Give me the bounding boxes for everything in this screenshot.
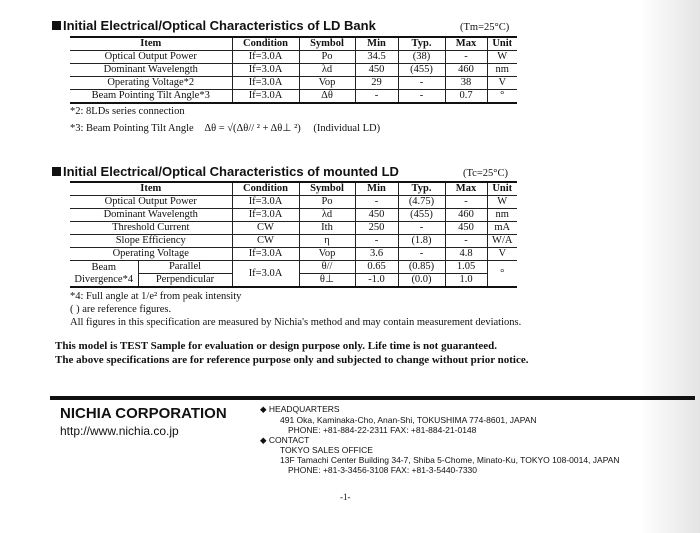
cell-typ: (38) — [398, 51, 445, 64]
page-edge-shadow — [640, 0, 700, 533]
column-header-typ: Typ. — [398, 182, 445, 196]
column-header-item: Item — [70, 182, 232, 196]
cell-unit: ° — [487, 261, 517, 288]
cell-symbol: θ// — [299, 261, 355, 274]
cell-max: 450 — [445, 222, 487, 235]
table-row — [70, 51, 517, 64]
cell-min: - — [355, 90, 398, 104]
cell-unit: W — [487, 196, 517, 209]
cell-condition: CW — [232, 222, 299, 235]
cell-condition: If=3.0A — [232, 64, 299, 77]
cell-symbol: Vop — [299, 77, 355, 90]
cell-item: Beam Pointing Tilt Angle*3 — [70, 90, 232, 104]
temperature-condition: (Tm=25°C) — [460, 22, 510, 33]
cell-item: Operating Voltage — [70, 248, 232, 261]
footnote-3 — [70, 122, 380, 134]
cell-condition: CW — [232, 235, 299, 248]
test-sample-notice: This model is TEST Sample for evaluation or design purpose only. Life time is not guaranteed. — [55, 340, 497, 352]
temperature-condition: (Tc=25°C) — [463, 168, 508, 179]
column-header-max: Max — [445, 182, 487, 196]
table-row — [70, 235, 517, 248]
tokyo-phone: PHONE: +81-3-3456-3108 FAX: +81-3-5440-7330 — [288, 465, 478, 475]
column-header-unit: Unit — [487, 182, 517, 196]
cell-unit: nm — [487, 64, 517, 77]
section-title-mounted-ld — [52, 164, 399, 179]
column-header-max: Max — [445, 37, 487, 51]
table-row — [70, 209, 517, 222]
cell-condition: If=3.0A — [232, 261, 299, 288]
cell-max: 1.0 — [445, 274, 487, 288]
cell-item: Optical Output Power — [70, 196, 232, 209]
cell-max: 38 — [445, 77, 487, 90]
cell-typ: (0.0) — [398, 274, 445, 288]
cell-condition: If=3.0A — [232, 90, 299, 104]
contact-label: ◆ CONTACT — [260, 435, 310, 445]
cell-min: 29 — [355, 77, 398, 90]
cell-typ: - — [398, 77, 445, 90]
cell-min: 0.65 — [355, 261, 398, 274]
cell-typ: - — [398, 248, 445, 261]
cell-typ: - — [398, 90, 445, 104]
hq-address: 491 Oka, Kaminaka-Cho, Anan-Shi, TOKUSHIMA 774-8601, JAPAN — [280, 415, 537, 425]
bullet-square-icon — [52, 167, 61, 176]
cell-max: 4.8 — [445, 248, 487, 261]
cell-beam-divergence-label: Beam Divergence*4 — [70, 261, 138, 288]
cell-symbol: λd — [299, 209, 355, 222]
cell-unit: W/A — [487, 235, 517, 248]
cell-typ: (455) — [398, 209, 445, 222]
cell-max: 460 — [445, 64, 487, 77]
reference-note: ( ) are reference figures. — [70, 304, 172, 315]
footnote-4: *4: Full angle at 1/e² from peak intensity — [70, 291, 242, 302]
cell-typ: (0.85) — [398, 261, 445, 274]
cell-min: - — [355, 196, 398, 209]
cell-max: 460 — [445, 209, 487, 222]
header-row — [70, 182, 517, 196]
column-header-typ: Typ. — [398, 37, 445, 51]
cell-condition: If=3.0A — [232, 77, 299, 90]
cell-typ: (1.8) — [398, 235, 445, 248]
column-header-condition: Condition — [232, 37, 299, 51]
ld-bank-table — [70, 36, 517, 104]
footer-divider — [50, 396, 695, 400]
column-header-symbol: Symbol — [299, 37, 355, 51]
hq-label: ◆ HEADQUARTERS — [260, 404, 340, 414]
cell-item: Slope Efficiency — [70, 235, 232, 248]
footnote-2: *2: 8LDs series connection — [70, 106, 185, 117]
table-row — [70, 248, 517, 261]
cell-max: 1.05 — [445, 261, 487, 274]
reference-notice: The above specifications are for reference purpose only and subjected to change without prior notice. — [55, 354, 529, 366]
page-number: -1- — [340, 492, 351, 502]
tokyo-office: TOKYO SALES OFFICE — [280, 445, 373, 455]
cell-symbol: Po — [299, 196, 355, 209]
cell-min: 450 — [355, 209, 398, 222]
cell-max: 0.7 — [445, 90, 487, 104]
cell-item: Operating Voltage*2 — [70, 77, 232, 90]
cell-unit: mA — [487, 222, 517, 235]
cell-unit: V — [487, 77, 517, 90]
header-row — [70, 37, 517, 51]
table-row — [70, 196, 517, 209]
cell-symbol: λd — [299, 64, 355, 77]
cell-symbol: Po — [299, 51, 355, 64]
cell-min: 34.5 — [355, 51, 398, 64]
cell-min: 450 — [355, 64, 398, 77]
column-header-min: Min — [355, 37, 398, 51]
cell-max: - — [445, 235, 487, 248]
bullet-square-icon — [52, 21, 61, 30]
footnote-3-label: *3: Beam Pointing Tilt Angle — [70, 123, 194, 134]
company-url[interactable]: http://www.nichia.co.jp — [60, 424, 179, 438]
cell-typ: (4.75) — [398, 196, 445, 209]
table-row — [70, 64, 517, 77]
table-row — [70, 90, 517, 104]
cell-symbol: Δθ — [299, 90, 355, 104]
cell-symbol: η — [299, 235, 355, 248]
cell-sub-item: Perpendicular — [138, 274, 232, 288]
title-text: Initial Electrical/Optical Characteristics of mounted LD — [63, 164, 399, 179]
cell-unit: V — [487, 248, 517, 261]
cell-condition: If=3.0A — [232, 248, 299, 261]
mounted-ld-table — [70, 181, 517, 288]
cell-condition: If=3.0A — [232, 51, 299, 64]
cell-max: - — [445, 51, 487, 64]
column-header-condition: Condition — [232, 182, 299, 196]
cell-unit: W — [487, 51, 517, 64]
cell-max: - — [445, 196, 487, 209]
cell-unit: ° — [487, 90, 517, 104]
cell-symbol: θ⊥ — [299, 274, 355, 288]
table-row — [70, 77, 517, 90]
cell-symbol: Vop — [299, 248, 355, 261]
cell-min: 250 — [355, 222, 398, 235]
cell-symbol: Ith — [299, 222, 355, 235]
cell-condition: If=3.0A — [232, 196, 299, 209]
cell-item: Threshold Current — [70, 222, 232, 235]
cell-typ: - — [398, 222, 445, 235]
section-title-ld-bank — [52, 18, 376, 33]
cell-typ: (455) — [398, 64, 445, 77]
cell-item: Dominant Wavelength — [70, 209, 232, 222]
column-header-item: Item — [70, 37, 232, 51]
column-header-min: Min — [355, 182, 398, 196]
cell-min: -1.0 — [355, 274, 398, 288]
cell-item: Optical Output Power — [70, 51, 232, 64]
cell-condition: If=3.0A — [232, 209, 299, 222]
cell-item: Dominant Wavelength — [70, 64, 232, 77]
table-row — [70, 222, 517, 235]
footnote-3-suffix: (Individual LD) — [313, 123, 381, 134]
cell-min: 3.6 — [355, 248, 398, 261]
hq-phone: PHONE: +81-884-22-2311 FAX: +81-884-21-0148 — [288, 425, 477, 435]
title-text: Initial Electrical/Optical Characteristics of LD Bank — [63, 18, 376, 33]
cell-unit: nm — [487, 209, 517, 222]
column-header-symbol: Symbol — [299, 182, 355, 196]
company-name: NICHIA CORPORATION — [60, 405, 227, 422]
cell-sub-item: Parallel — [138, 261, 232, 274]
measurement-note: All figures in this specification are measured by Nichia's method and may contain measurement deviations. — [70, 317, 522, 328]
tokyo-address: 13F Tamachi Center Building 34-7, Shiba 5-Chome, Minato-Ku, TOKYO 108-0014, JAPAN — [280, 455, 620, 465]
cell-min: - — [355, 235, 398, 248]
table-row — [70, 261, 517, 274]
column-header-unit: Unit — [487, 37, 517, 51]
tilt-angle-formula: Δθ = √(Δθ// ² + Δθ⊥ ²) — [204, 123, 301, 134]
